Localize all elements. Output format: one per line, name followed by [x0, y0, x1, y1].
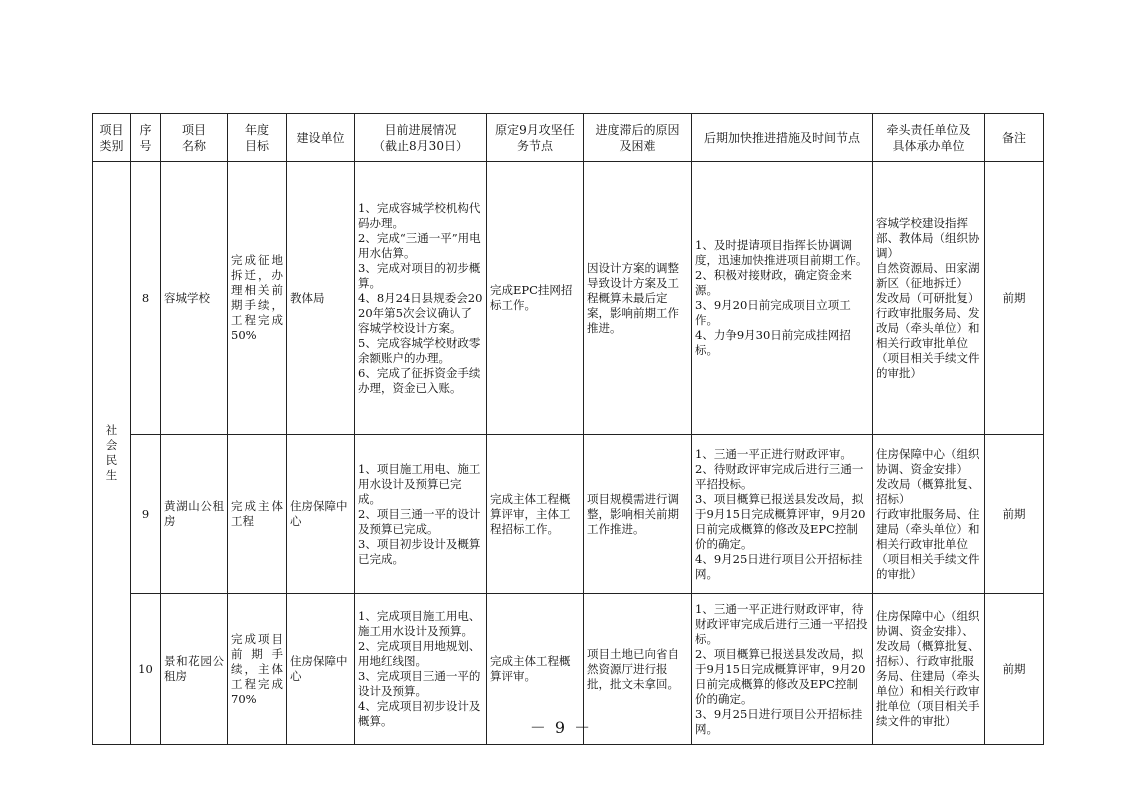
annual-goal-cell: 完成征地拆迁，办理相关前期手续，工程完成50% — [228, 162, 287, 435]
header-annual-goal: 年度 目标 — [228, 114, 287, 162]
header-project-name: 项目 名称 — [161, 114, 228, 162]
table-row — [93, 162, 1044, 435]
september-node-cell: 完成主体工程概算评审。 — [487, 594, 584, 745]
header-lead-unit: 牵头责任单位及 具体承办单位 — [873, 114, 985, 162]
table-header-row — [93, 114, 1044, 162]
header-delay-reason: 进度滞后的原因 及困难 — [584, 114, 692, 162]
september-node-cell: 完成主体工程概算评审，主体工程招标工作。 — [487, 435, 584, 594]
project-name-cell: 容城学校 — [161, 162, 228, 435]
annual-goal-cell: 完成主体工程 — [228, 435, 287, 594]
header-category: 项目 类别 — [93, 114, 131, 162]
header-builder: 建设单位 — [287, 114, 355, 162]
builder-cell: 住房保障中心 — [287, 594, 355, 745]
delay-reason-cell: 因设计方案的调整导致设计方案及工程概算未最后定案，影响前期工作推进。 — [584, 162, 692, 435]
seq-cell: 10 — [131, 594, 161, 745]
project-name-cell: 景和花园公租房 — [161, 594, 228, 745]
september-node-cell: 完成EPC挂网招标工作。 — [487, 162, 584, 435]
project-progress-table — [92, 113, 1044, 745]
lead-unit-cell: 住房保障中心（组织协调、资金安排）、发改局（概算批复、招标）、行政审批服务局、住建局（牵头单位）和相关行政审批单位（项目相关手续文件的审批） — [873, 594, 985, 745]
table-row — [93, 435, 1044, 594]
delay-reason-cell: 项目规模需进行调整，影响相关前期工作推进。 — [584, 435, 692, 594]
remarks-cell: 前期 — [985, 435, 1044, 594]
remarks-cell: 前期 — [985, 162, 1044, 435]
header-progress: 目前进展情况 （截止8月30日） — [355, 114, 487, 162]
progress-cell: 1、完成容城学校机构代码办理。 2、完成“三通一平”用电用水估算。 3、完成对项目的初步概算。 4、8月24日县规委会2020年第5次会议确认了容城学校设计方案。 5、完成容城学校财政零余额账户的办理。 6、完成了征拆资金手续办理，资金已入账。 — [355, 162, 487, 435]
measures-cell: 1、三通一平正进行财政评审，待财政评审完成后进行三通一平招投标。 2、项目概算已报送县发改局，拟于9月15日完成概算评审，9月20日前完成概算的修改及EPC控制价的确定。 3、9月25日进行项目公开招标挂网。 — [692, 594, 873, 745]
progress-cell: 1、项目施工用电、施工用水设计及预算已完成。 2、项目三通一平的设计及预算已完成。 3、项目初步设计及概算已完成。 — [355, 435, 487, 594]
header-seq: 序 号 — [131, 114, 161, 162]
progress-cell: 1、完成项目施工用电、施工用水设计及预算。 2、完成项目用地规划、用地红线图。 3、完成项目三通一平的设计及预算。 4、完成项目初步设计及概算。 — [355, 594, 487, 745]
builder-cell: 教体局 — [287, 162, 355, 435]
remarks-cell: 前期 — [985, 594, 1044, 745]
delay-reason-cell: 项目土地已向省自然资源厅进行报批，批文未拿回。 — [584, 594, 692, 745]
header-measures: 后期加快推进措施及时间节点 — [692, 114, 873, 162]
measures-cell: 1、及时提请项目指挥长协调调度，迅速加快推进项目前期工作。 2、积极对接财政，确定资金来源。 3、9月20日前完成项目立项工作。 4、力争9月30日前完成挂网招标。 — [692, 162, 873, 435]
builder-cell: 住房保障中心 — [287, 435, 355, 594]
project-name-cell: 黄湖山公租房 — [161, 435, 228, 594]
header-september-node: 原定9月攻坚任 务节点 — [487, 114, 584, 162]
lead-unit-cell: 容城学校建设指挥部、教体局（组织协调） 自然资源局、田家湖新区（征地拆迁） 发改局（可研批复） 行政审批服务局、发改局（牵头单位）和相关行政审批单位（项目相关手续文件的审批） — [873, 162, 985, 435]
lead-unit-cell: 住房保障中心（组织协调、资金安排） 发改局（概算批复、招标） 行政审批服务局、住建局（牵头单位）和相关行政审批单位（项目相关手续文件的审批） — [873, 435, 985, 594]
category-cell: 社 会 民 生 — [93, 162, 131, 745]
annual-goal-cell: 完成项目前期手续，主体工程完成70% — [228, 594, 287, 745]
seq-cell: 8 — [131, 162, 161, 435]
page-number: － 9 － — [529, 718, 593, 737]
seq-cell: 9 — [131, 435, 161, 594]
measures-cell: 1、三通一平正进行财政评审。 2、待财政评审完成后进行三通一平招投标。 3、项目概算已报送县发改局，拟于9月15日完成概算评审，9月20日前完成概算的修改及EPC控制价的确定。 4、9月25日进行项目公开招标挂网。 — [692, 435, 873, 594]
header-remarks: 备注 — [985, 114, 1044, 162]
